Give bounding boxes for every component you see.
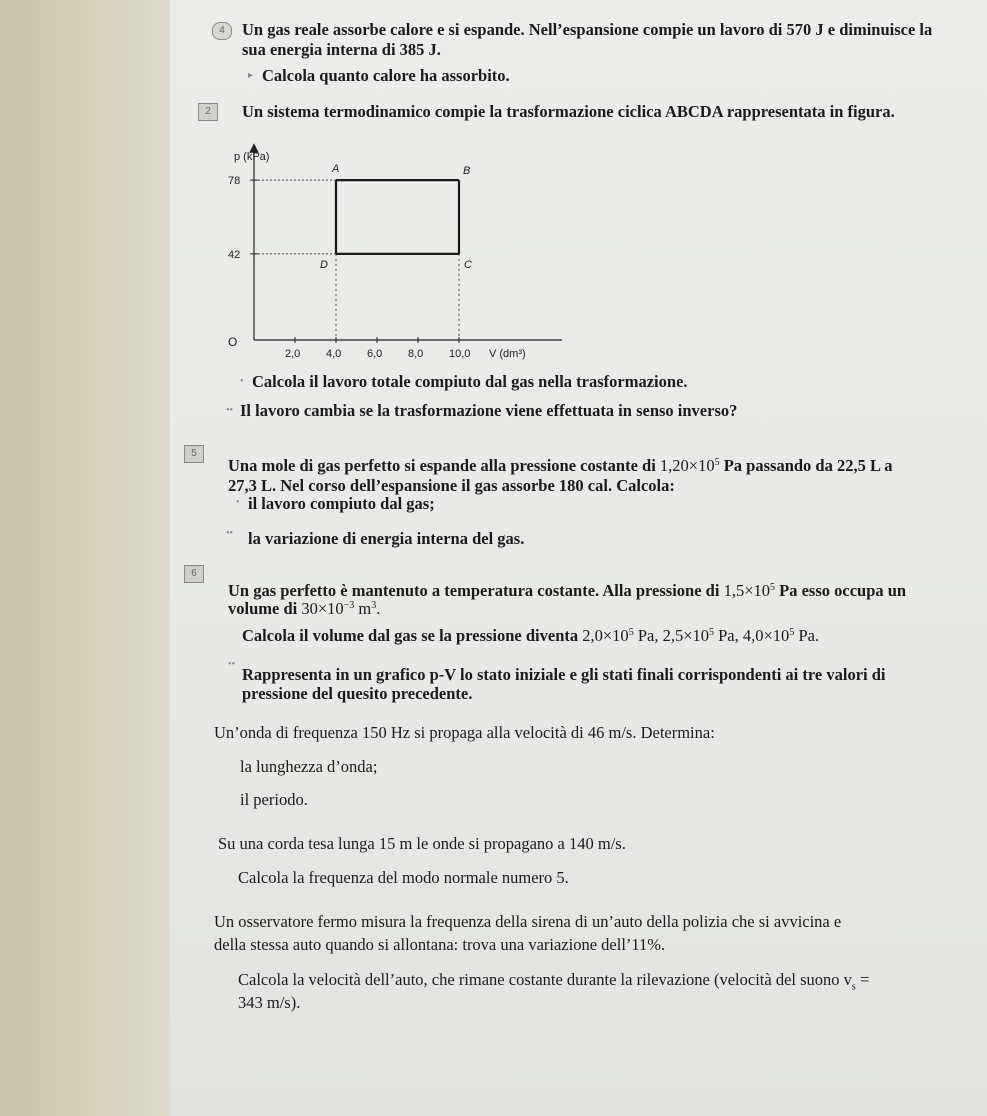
- problem-5-question-2: il periodo.: [240, 790, 308, 809]
- problem-4-question-2-line2: pressione del quesito precedente.: [242, 684, 473, 703]
- bullet-icon: ••: [228, 659, 236, 670]
- pressure-exponent: 5: [714, 457, 720, 468]
- problem-1-text-line1: Un gas reale assorbe calore e si espande. Nell’espansione compie un lavoro di 570 J e diminuisce la: [242, 20, 933, 39]
- origin-label: O: [228, 335, 238, 349]
- problem-6-text: Su una corda tesa lunga 15 m le onde si propagano a 140 m/s.: [218, 834, 626, 853]
- point-label-C: C: [464, 258, 472, 271]
- volume-mantissa: 30×10: [301, 599, 344, 618]
- problem-5-question-1: la lunghezza d’onda;: [240, 757, 378, 776]
- pressure-value: [724, 581, 775, 600]
- problem-4-text-b: Pa esso occupa un: [779, 581, 907, 600]
- problem-3-text-a: Una mole di gas perfetto si espande alla pressione costante di: [228, 456, 656, 475]
- x-tick-label: 4,0: [326, 348, 342, 360]
- pv-diagram-chart: [222, 140, 582, 370]
- point-label-D: D: [320, 258, 328, 271]
- volume-unit-exponent: 3: [371, 600, 377, 611]
- pressure-value-2-exponent: 5: [709, 627, 714, 638]
- pressure-value-3: 4,0×10: [742, 626, 790, 645]
- y-tick-label: 42: [228, 248, 241, 261]
- chart-labels: [228, 151, 526, 360]
- volume-exponent: −3: [343, 600, 355, 611]
- y-axis-label: p (kPa): [234, 151, 270, 163]
- pressure-mantissa: 1,5×10: [723, 581, 770, 600]
- pressure-values-list: $2,0\times 10^5$ Pa, $2,5\times 10^5$ Pa, $4,0\times 10^5$ Pa.: [582, 626, 820, 645]
- problem-3-text-line1: [228, 456, 892, 476]
- problem-7-text-line1: Un osservatore fermo misura la frequenza della sirena di un’auto della polizia che si avvicina e: [214, 912, 842, 931]
- pressure-mantissa: 1,20×10: [659, 456, 715, 475]
- bullet-icon: ••: [226, 405, 234, 416]
- sound-speed-subscript: s: [851, 981, 856, 993]
- problem-4-question-2-line1: Rappresenta in un grafico p-V lo stato iniziale e gli stati finali corrispondenti ai tre valori di: [242, 665, 886, 684]
- problem-3-text-b: Pa passando da 22,5 L a: [723, 456, 893, 475]
- point-label-A: A: [332, 163, 340, 176]
- x-axis-label: V (dm³): [489, 348, 526, 360]
- problem-6-question-1: Calcola la frequenza del modo normale numero 5.: [238, 868, 569, 887]
- problem-5-text: Un’onda di frequenza 150 Hz si propaga alla velocità di 46 m/s. Determina:: [214, 723, 715, 742]
- pressure-value: [660, 456, 720, 475]
- problem-7-text-line2: della stessa auto quando si allontana: trova una variazione dell’11%.: [214, 935, 666, 954]
- y-tick-label: 78: [228, 175, 241, 188]
- pressure-value-3-exponent: 5: [789, 627, 795, 638]
- pressure-value-1: 2,0×10: [582, 626, 629, 645]
- chart-axes: [254, 148, 562, 340]
- bullet-icon: •: [236, 497, 240, 508]
- problem-2-question-2: Il lavoro cambia se la trasformazione viene effettuata in senso inverso?: [240, 401, 738, 420]
- bullet-icon: ▸: [248, 70, 254, 81]
- equals-sign: =: [859, 970, 870, 989]
- problem-number-badge: 2: [198, 103, 218, 121]
- problem-3-question-2: la variazione di energia interna del gas.: [248, 529, 525, 548]
- bullet-icon: •: [240, 376, 244, 387]
- volume-value: $30\times 10^{-3}$ $m^3$.: [301, 599, 381, 618]
- problem-1-text-line2: sua energia interna di 385 J.: [242, 40, 441, 59]
- problem-7-question-1-text: Calcola la velocità dell’auto, che rimane costante durante la rilevazione (velocità del suono v: [238, 970, 852, 989]
- x-tick-label: 8,0: [408, 348, 424, 360]
- problem-number-badge: 5: [184, 445, 204, 463]
- chart-guide-lines: [254, 180, 459, 340]
- chart-cycle-path: [336, 180, 459, 254]
- x-tick-label: 2,0: [285, 348, 301, 360]
- problem-4-question-1: [242, 626, 819, 646]
- problem-4-text-line2: [228, 599, 380, 619]
- problem-4-text-line1: [228, 581, 906, 601]
- problem-3-text-line2: 27,3 L. Nel corso dell’espansione il gas assorbe 180 cal. Calcola:: [228, 476, 675, 495]
- problem-1-question-1: Calcola quanto calore ha assorbito.: [262, 66, 510, 85]
- pressure-unit-2: Pa: [718, 626, 735, 645]
- volume-unit: m: [358, 599, 372, 618]
- problem-4-volume-label: volume di: [228, 599, 298, 618]
- point-label-B: B: [463, 165, 471, 178]
- problem-2-intro: Un sistema termodinamico compie la trasformazione ciclica ABCDA rappresentata in figura.: [242, 102, 895, 121]
- problem-2-question-1: Calcola il lavoro totale compiuto dal gas nella trasformazione.: [252, 372, 688, 391]
- problem-number-badge: 6: [184, 565, 204, 583]
- x-tick-label: 10,0: [449, 348, 471, 360]
- problem-7-question-1-line1: [238, 970, 869, 997]
- pressure-value-2: 2,5×10: [662, 626, 709, 645]
- problem-4-text-a: Un gas perfetto è mantenuto a temperatura costante. Alla pressione di: [228, 581, 720, 600]
- page-left-margin: [0, 0, 170, 1116]
- pressure-exponent: 5: [770, 582, 775, 593]
- pressure-unit-3: Pa: [798, 626, 815, 645]
- x-tick-label: 6,0: [367, 348, 383, 360]
- problem-4-question-1-text: Calcola il volume dal gas se la pressione diventa: [242, 626, 579, 645]
- problem-number-badge: 4: [212, 22, 232, 40]
- pressure-value-1-exponent: 5: [628, 627, 634, 638]
- bullet-icon: ••: [226, 528, 234, 539]
- problem-3-question-1: il lavoro compiuto dal gas;: [248, 494, 435, 513]
- pressure-unit-1: Pa: [637, 626, 655, 645]
- problem-7-question-1-line2: 343 m/s).: [238, 993, 301, 1012]
